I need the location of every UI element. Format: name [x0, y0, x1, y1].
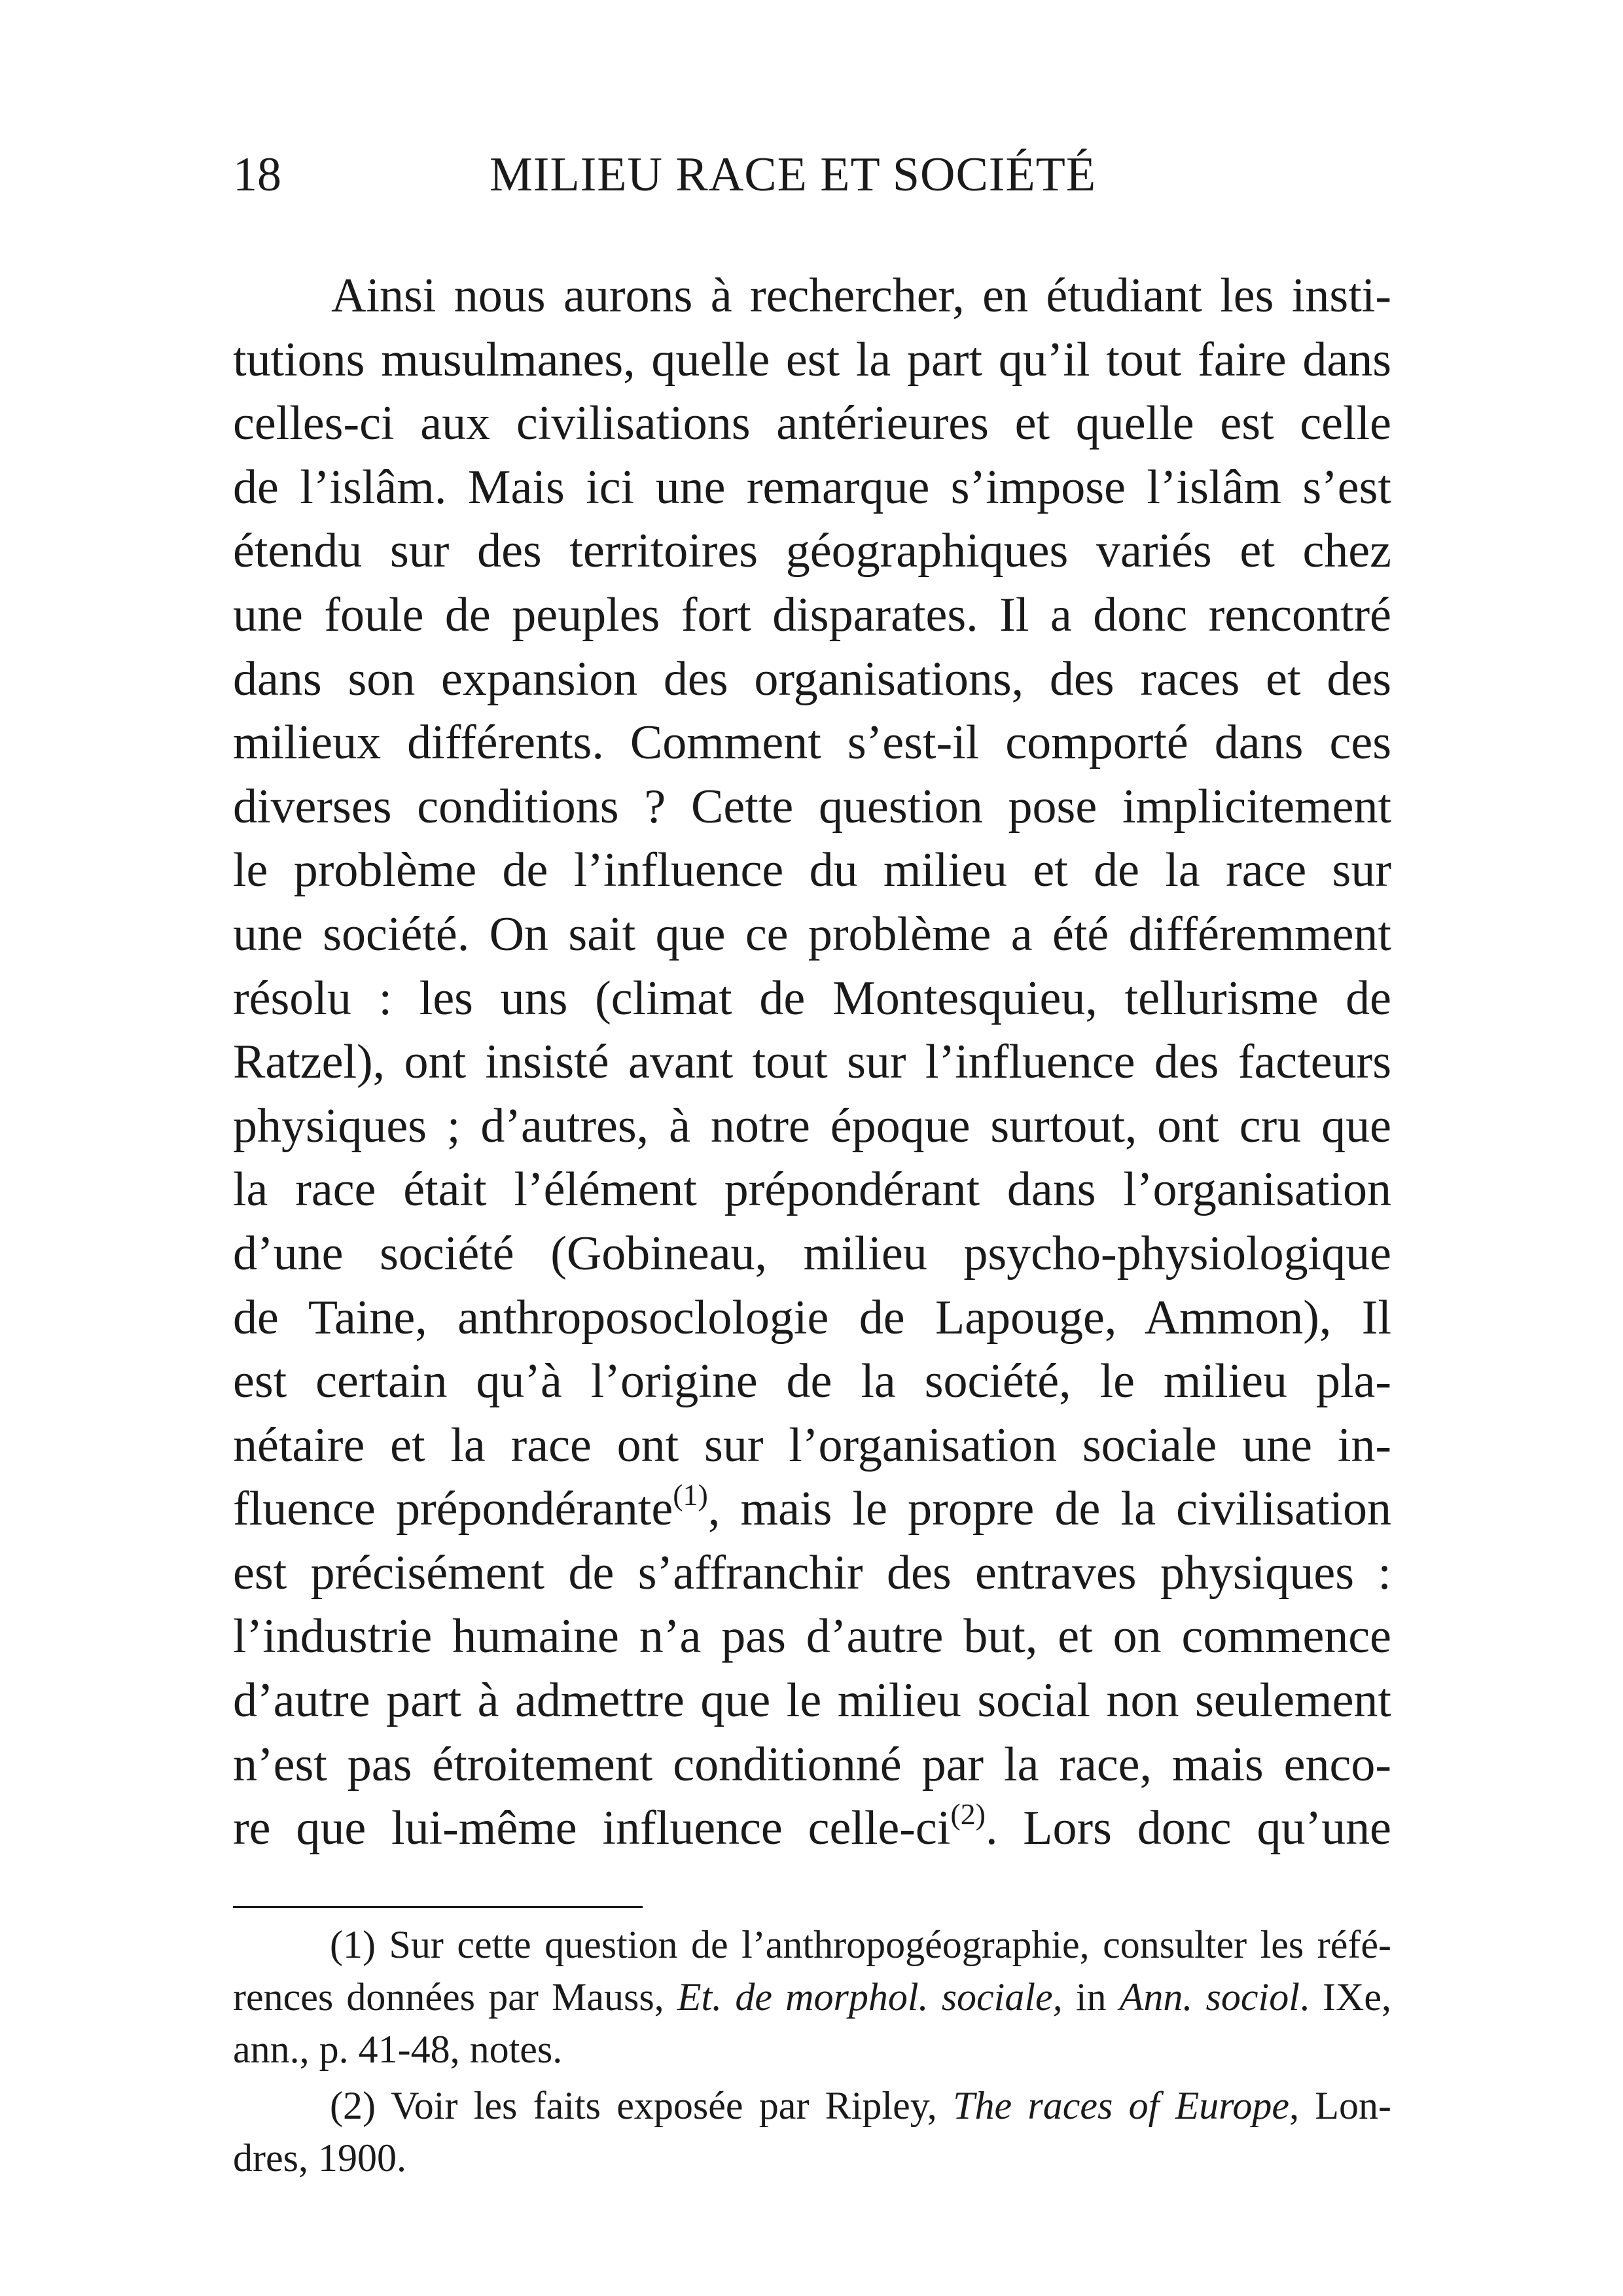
text-line: dans son expansion des organisations, des races et des [233, 652, 1391, 706]
footnote-2-line: dres, 1900. [233, 2136, 406, 2180]
text-segment: (2) Voir les faits exposée par Ripley, [330, 2084, 954, 2127]
footnote-ref-1[interactable]: (1) [673, 1478, 708, 1512]
text-segment: , mais le propre de la civilisation [707, 1482, 1392, 1536]
footnotes [233, 1918, 1391, 2184]
text-line: la race était l’élément prépondérant dans l’organisation [233, 1163, 1391, 1217]
text-line: de l’islâm. Mais ici une remarque s’impose l’islâm s’est [233, 460, 1391, 514]
text-line: Ainsi nous aurons à rechercher, en étudiant les insti- [331, 269, 1391, 323]
footnote-2-line [233, 2079, 1391, 2132]
text-segment: . IXe, [1299, 1975, 1391, 2019]
footnote-1-line: (1) Sur cette question de l’anthropogéographie, consulter les réfé- [330, 1923, 1391, 1966]
footnote-ref-2[interactable]: (2) [950, 1797, 986, 1831]
text-line: d’autre part à admettre que le milieu social non seulement [233, 1674, 1391, 1728]
text-line: n’est pas étroitement conditionné par la race, mais enco- [233, 1737, 1391, 1792]
citation-title: The races of Europe [953, 2084, 1290, 2127]
text-line: physiques ; d’autres, à notre époque surtout, ont cru que [233, 1099, 1391, 1153]
text-line [233, 1797, 1391, 1861]
text-line: une société. On sait que ce problème a été différemment [233, 907, 1391, 961]
text-line: diverses conditions ? Cette question pose implicitement [233, 779, 1391, 834]
text-line: de Taine, anthroposoclologie de Lapouge, Ammon), Il [233, 1290, 1391, 1345]
running-title: MILIEU RACE ET SOCIÉTÉ [490, 148, 1097, 202]
text-line: d’une société (Gobineau, milieu psycho-physiologique [233, 1226, 1391, 1280]
text-line: résolu : les uns (climat de Montesquieu, tellurisme de [233, 971, 1391, 1025]
text-line: milieux différents. Comment s’est-il comporté dans ces [233, 716, 1391, 770]
text-segment: . Lors donc qu’une [985, 1801, 1391, 1856]
footnote-1-line: ann., p. 41-48, notes. [233, 2028, 563, 2071]
citation-title: Et. de morphol. sociale, [677, 1975, 1063, 2019]
text-segment: rences données par Mauss, [233, 1975, 677, 2019]
text-line: celles-ci aux civilisations antérieures et quelle est celle [233, 397, 1391, 451]
text-line: est précisément de s’affranchir des entraves physiques : [233, 1545, 1391, 1600]
footnote-1-line [233, 1971, 1391, 2023]
text-line: tutions musulmanes, quelle est la part qu’il tout faire dans [233, 332, 1391, 387]
text-segment: , Lon- [1289, 2084, 1391, 2127]
text-line: une foule de peuples fort disparates. Il a donc rencontré [233, 588, 1391, 642]
text-segment: in [1062, 1975, 1120, 2019]
text-segment: fluence prépondérante [233, 1482, 673, 1536]
text-line: le problème de l’influence du milieu et de la race sur [233, 843, 1391, 898]
page-number: 18 [233, 148, 281, 202]
footnote-divider [233, 1906, 643, 1908]
body-text [233, 264, 1391, 1861]
text-line: Ratzel), ont insisté avant tout sur l’influence des facteurs [233, 1035, 1391, 1089]
text-line: l’industrie humaine n’a pas d’autre but, et on commence [233, 1610, 1391, 1664]
text-segment: re que lui-même influence celle-ci [233, 1801, 951, 1856]
text-line: nétaire et la race ont sur l’organisation sociale une in- [233, 1418, 1391, 1472]
citation-journal: Ann. sociol [1119, 1975, 1300, 2019]
text-line: est certain qu’à l’origine de la société, le milieu pla- [233, 1354, 1391, 1409]
text-line [233, 1477, 1391, 1542]
text-line: étendu sur des territoires géographiques variés et chez [233, 524, 1391, 578]
